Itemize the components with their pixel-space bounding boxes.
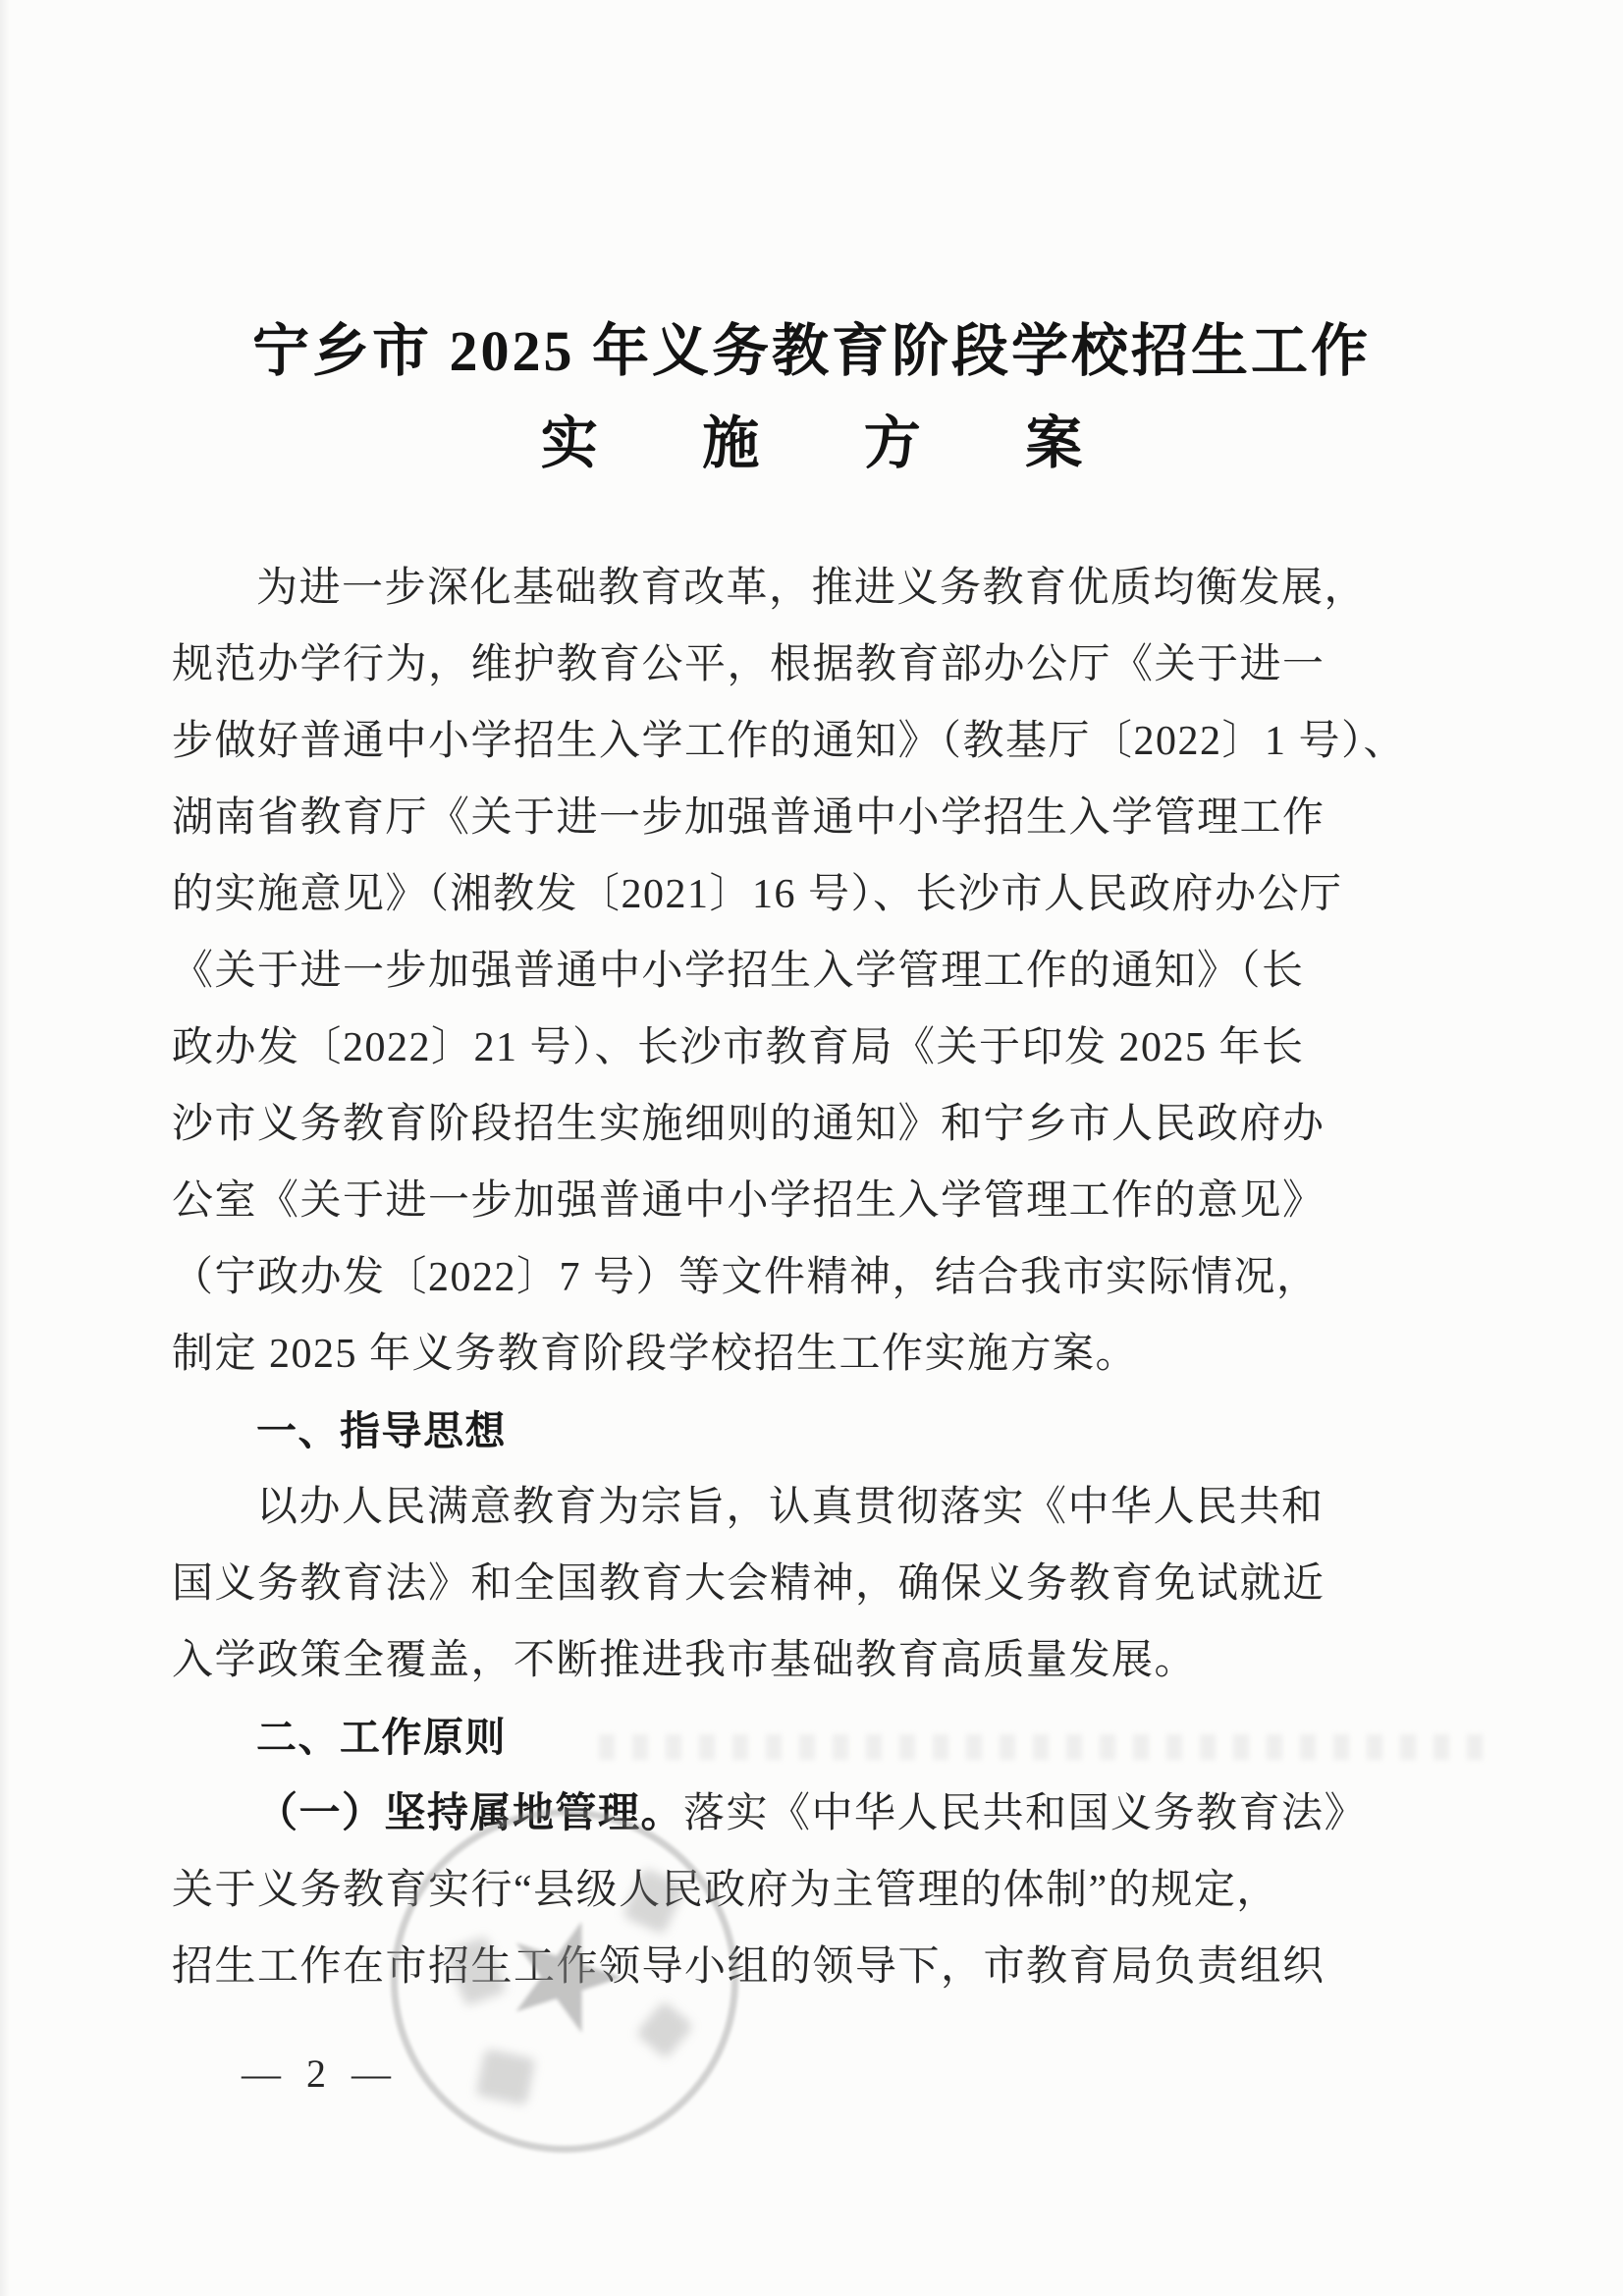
body-line: 湖南省教育厅《关于进一步加强普通中小学招生入学管理工作 — [172, 795, 1325, 841]
body-line: 为进一步深化基础教育改革，推进义务教育优质均衡发展， — [256, 566, 1368, 611]
seal-ink-mark — [476, 2049, 536, 2105]
document-body — [172, 550, 1478, 2005]
body-line: 招生工作在市招生工作领导小组的领导下，市教育局负责组织 — [172, 1944, 1325, 1990]
body-line: 以办人民满意教育为宗旨，认真贯彻落实《中华人民共和 — [256, 1485, 1325, 1530]
body-line — [172, 1776, 1478, 1852]
body-line: 步做好普通中小学招生入学工作的通知》（教基厅〔2022〕1 号）、 — [172, 719, 1407, 764]
body-line: 入学政策全覆盖，不断推进我市基础教育高质量发展。 — [172, 1638, 1198, 1683]
seal-ink-mark — [636, 2000, 694, 2058]
section-heading-work-principles: 二、工作原则 — [256, 1715, 507, 1760]
body-line: （宁政办发〔2022〕7 号）等文件精神，结合我市实际情况， — [172, 1255, 1320, 1300]
document-title-line2: 实 施 方 案 — [540, 411, 1083, 475]
body-line: 规范办学行为，维护教育公平，根据教育部办公厅《关于进一 — [172, 642, 1325, 687]
page-number: — 2 — — [242, 2051, 399, 2096]
body-line: 沙市义务教育阶段招生实施细则的通知》和宁乡市人民政府办 — [172, 1102, 1325, 1147]
body-line: 《关于进一步加强普通中小学招生入学管理工作的通知》（长 — [172, 949, 1305, 994]
star-icon: ★ — [476, 1873, 653, 2075]
subsection-title-territorial-management: （一）坚持属地管理。 — [256, 1791, 684, 1836]
body-line: 公室《关于进一步加强普通中小学招生入学管理工作的意见》 — [172, 1178, 1325, 1224]
body-line: 国义务教育法》和全国教育大会精神，确保义务教育免试就近 — [172, 1561, 1325, 1607]
body-line: 关于义务教育实行“县级人民政府为主管理的体制”的规定， — [172, 1868, 1279, 1913]
section-heading-guiding-ideology: 一、指导思想 — [256, 1408, 507, 1453]
body-line: 制定 2025 年义务教育阶段学校招生工作实施方案。 — [172, 1332, 1139, 1377]
body-line: 政办发〔2022〕21 号）、长沙市教育局《关于印发 2025 年长 — [172, 1025, 1305, 1070]
body-line-continuation: 落实《中华人民共和国义务教育法》 — [683, 1791, 1368, 1836]
document-title-line1: 宁乡市 2025 年义务教育阶段学校招生工作 — [251, 319, 1371, 383]
body-line: 的实施意见》（湘教发〔2021〕16 号）、长沙市人民政府办公厅 — [172, 872, 1343, 917]
showthrough-artifact — [599, 1734, 1483, 1760]
